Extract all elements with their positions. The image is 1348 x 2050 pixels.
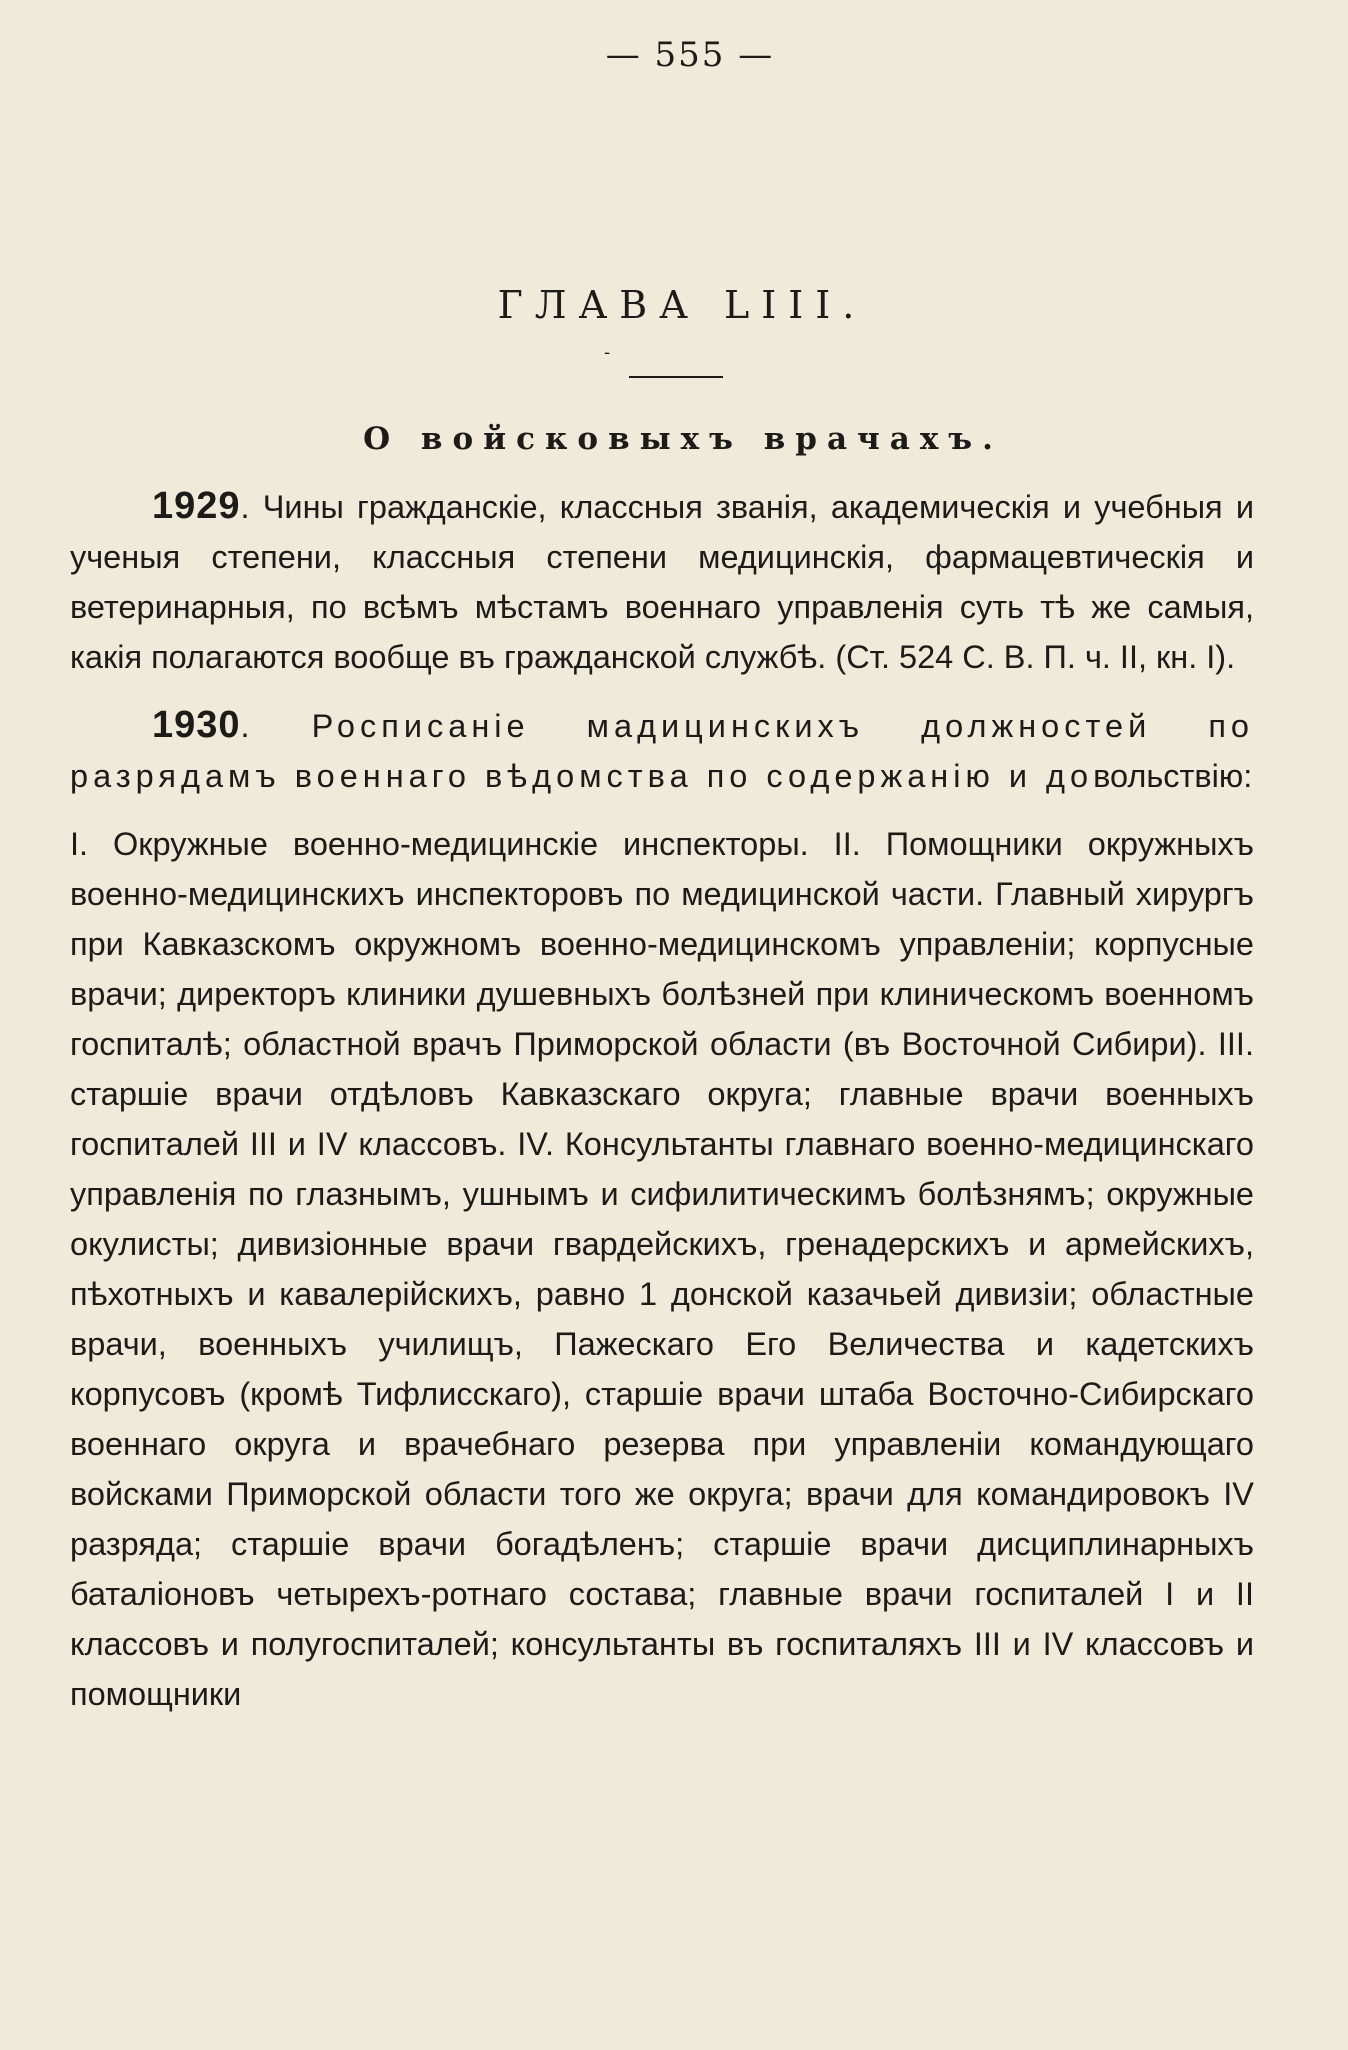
article-1929 xyxy=(70,481,1254,682)
ranks-list-paragraph: I. Окружные военно-медицинскіе инспекторы. II. Помощники окружныхъ военно-медицинскихъ инспекторовъ по медицинской части. Главный хирургъ при Кавказскомъ окружномъ военно-медицинскомъ управленіи; корпусные врачи; директоръ клиники душевныхъ болѣзней при клиническомъ военномъ госпиталѣ; областной врачъ Приморской области (въ Восточной Сибири). III. старшіе врачи отдѣловъ Кавказскаго округа; главные врачи военныхъ госпиталей III и IV классовъ. IV. Консультанты главнаго военно-медицинскаго управленія по глазнымъ, ушнымъ и сифилитическимъ болѣзнямъ; окружные окулисты; дивизіонные врачи гвардейскихъ, гренадерскихъ и армейскихъ, пѣхотныхъ и кавалерійскихъ, равно 1 донской казачьей дивизіи; областные врачи, военныхъ училищъ, Пажескаго Его Величества и кадетскихъ корпусовъ (кромѣ Тифлисскаго), старшіе врачи штаба Восточно-Сибирскаго военнаго округа и врачебнаго резерва при управленіи командующаго войсками Приморской области того же округа; врачи для командировокъ IV разряда; старшіе врачи богадѣленъ; старшіе врачи дисциплинарныхъ баталіоновъ четырехъ-ротнаго состава; главные врачи госпиталей I и II классовъ и полугоспиталей; консультанты въ госпиталяхъ III и IV классовъ и помощники xyxy=(70,826,1254,1712)
article-1930 xyxy=(70,700,1254,801)
chapter-title: О войсковыхъ врачахъ. xyxy=(363,421,1003,457)
chapter-mark: - xyxy=(603,342,611,363)
chapter-rule xyxy=(629,376,723,378)
article-number: 1930 xyxy=(152,704,241,746)
article-text-spaced: . Росписаніе мадицинскихъ должностей по разрядамъ военнаго вѣдомства по содержанію и до xyxy=(70,708,1254,794)
article-text: вольствію: xyxy=(1093,758,1253,794)
article-text: . Чины гражданскіе, классныя званія, академическія и учебныя и ученыя степени, классныя степени медицинскія, фармацевтическія и ветеринарныя, по всѣмъ мѣстамъ военнаго управленія суть тѣ же самыя, какія полагаются вообще въ гражданской службѣ. (Ст. 524 С. В. П. ч. II, кн. I). xyxy=(70,489,1254,675)
article-number: 1929 xyxy=(152,485,241,527)
page-number-header: — 555 — xyxy=(605,35,775,75)
chapter-heading: ГЛАВА LIII. xyxy=(497,283,867,327)
